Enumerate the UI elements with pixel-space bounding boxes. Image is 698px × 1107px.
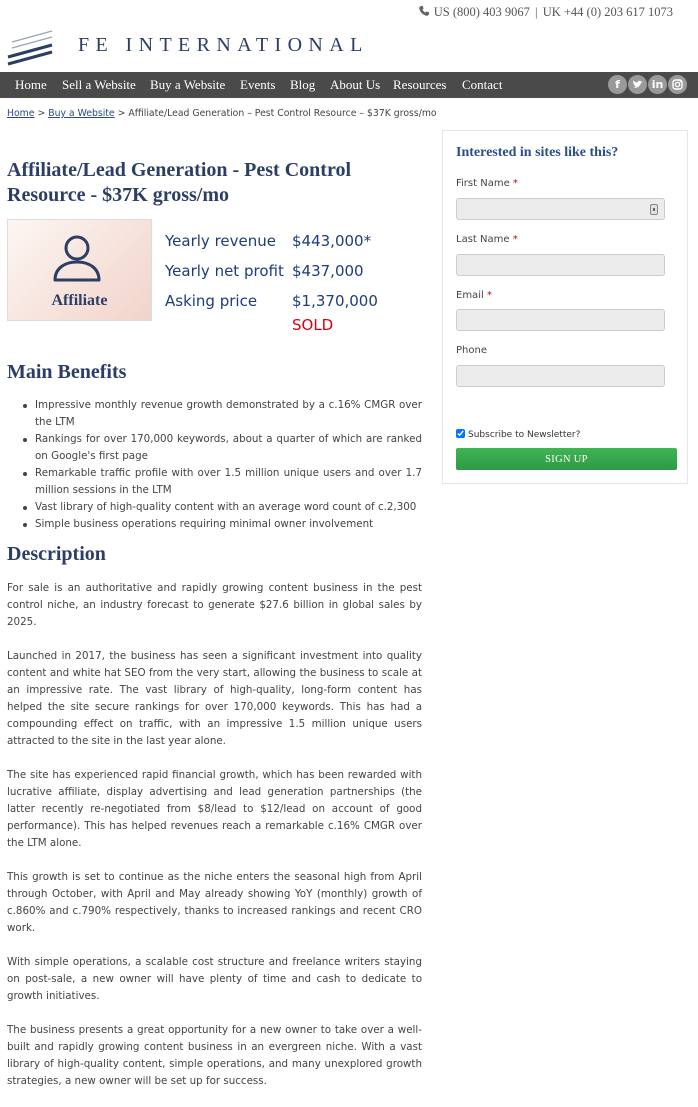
- description-paragraph: The site has experienced rapid financial growth, which has been rewarded with lucrative affiliate, display advertising and lead generation partnerships (the latter recently re-negotiated from $8/lead to $12/lead on account of good performance). This has helped revenues reach a remarkable c.16% CMGR over the LTM alone.: [7, 769, 422, 849]
- description-paragraph: For sale is an authoritative and rapidly growing content business in the pest control niche, an industry forecast to generate $27.6 billion in global sales by 2025.: [7, 582, 422, 628]
- stat-label-yearly-net-profit: Yearly net profit: [165, 262, 284, 280]
- last-name-label: Last Name *: [456, 234, 518, 245]
- twitter-icon[interactable]: [628, 75, 647, 94]
- description-paragraph: The business presents a great opportunity for a new owner to take over a well-built and rapidly growing content business in an evergreen niche. With a vast library of high-quality content, simple operations, and many unexplored growth strategies, a new owner will be set up for success.: [7, 1024, 422, 1087]
- nav-item-resources[interactable]: Resources: [393, 77, 447, 92]
- stat-label-yearly-revenue: Yearly revenue: [165, 232, 276, 250]
- breadcrumb-buy-link[interactable]: Buy a Website: [48, 108, 115, 119]
- autofill-key-icon[interactable]: [650, 204, 658, 215]
- phone-icon: [418, 5, 430, 17]
- phone-us[interactable]: US (800) 403 9067: [433, 5, 530, 19]
- required-mark: *: [512, 234, 518, 245]
- site-header: [0, 26, 698, 72]
- phone-field[interactable]: [456, 365, 665, 387]
- stat-value-yearly-revenue: $443,000*: [292, 232, 372, 250]
- person-icon: [51, 232, 103, 284]
- first-name-label: First Name *: [456, 178, 518, 189]
- benefit-item: Rankings for over 170,000 keywords, about a quarter of which are ranked on Google's first page: [21, 431, 422, 465]
- required-mark: *: [512, 178, 518, 189]
- description-paragraph: Launched in 2017, the business has seen a significant investment into quality content and white hat SEO from the very start, allowing the business to scale at an impressive rate. The vast library of high-quality, long-form content has helped the site secure rankings for over 170,000 keywords. This has had a compounding effect on traffic, with an impressive 1.5 million unique users attracted to the site in the last year alone.: [7, 650, 422, 747]
- sign-up-button[interactable]: SIGN UP: [456, 448, 677, 470]
- email-field[interactable]: [456, 309, 665, 331]
- stat-label-asking-price: Asking price: [165, 292, 258, 310]
- phone-label: Phone: [456, 345, 487, 356]
- benefit-item: Impressive monthly revenue growth demonstrated by a c.16% CMGR over the LTM: [21, 397, 422, 431]
- nav-item-about-us[interactable]: About Us: [330, 77, 381, 92]
- logo-text[interactable]: FE INTERNATIONAL: [78, 34, 369, 56]
- description-paragraph: With simple operations, a scalable cost structure and freelance writers staying on post-sale, a new owner will have plenty of time and cash to dedicate to growth initiatives.: [7, 956, 422, 1002]
- instagram-icon[interactable]: [668, 75, 687, 94]
- page-title: Affiliate/Lead Generation - Pest Control Resource - $37K gross/mo: [7, 159, 352, 206]
- nav-item-events[interactable]: Events: [240, 77, 276, 92]
- benefits-list: [21, 397, 422, 533]
- nav-item-blog[interactable]: Blog: [290, 77, 316, 92]
- form-title: Interested in sites like this?: [456, 145, 619, 160]
- interest-form: [442, 130, 688, 484]
- main-nav: [0, 72, 698, 98]
- breadcrumb-home-link[interactable]: Home: [7, 108, 35, 119]
- breadcrumb-current: Affiliate/Lead Generation – Pest Control Resource – $37K gross/mo: [128, 108, 437, 119]
- listing-thumbnail: [7, 219, 152, 321]
- phone-numbers: [418, 5, 673, 20]
- thumbnail-label: Affiliate: [51, 292, 108, 309]
- subscribe-option[interactable]: [456, 429, 580, 440]
- breadcrumb-separator: >: [117, 108, 126, 119]
- phone-uk[interactable]: UK +44 (0) 203 617 1073: [542, 5, 673, 19]
- breadcrumb-separator: >: [37, 108, 46, 119]
- subscribe-checkbox[interactable]: [456, 429, 465, 438]
- stat-value-yearly-net-profit: $437,000: [292, 262, 364, 280]
- benefits-heading: Main Benefits: [7, 361, 127, 383]
- last-name-field[interactable]: [456, 254, 665, 276]
- description-paragraph: This growth is set to continue as the niche enters the seasonal high from April through October, with April and May already showing YoY (monthly) growth of c.860% and c.790% respectively, thanks to increased rankings and recent CRO work.: [7, 871, 422, 934]
- nav-item-home[interactable]: Home: [15, 77, 47, 92]
- nav-item-buy-a-website[interactable]: Buy a Website: [150, 77, 226, 92]
- nav-item-sell-a-website[interactable]: Sell a Website: [62, 77, 136, 92]
- benefit-item: Simple business operations requiring minimal owner involvement: [21, 516, 422, 533]
- nav-item-contact[interactable]: Contact: [462, 77, 503, 92]
- sold-status: SOLD: [292, 316, 334, 334]
- contact-bar: [0, 0, 698, 26]
- description-heading: Description: [7, 543, 106, 565]
- benefit-item: Remarkable traffic profile with over 1.5 million unique users and over 1.7 million sessions in the LTM: [21, 465, 422, 499]
- linkedin-icon[interactable]: in: [648, 75, 667, 94]
- subscribe-label: Subscribe to Newsletter?: [468, 430, 581, 440]
- facebook-icon[interactable]: f: [608, 75, 627, 94]
- description-body: [7, 580, 422, 1107]
- stat-value-asking-price: $1,370,000: [292, 292, 378, 310]
- breadcrumb: [7, 108, 437, 119]
- required-mark: *: [486, 290, 492, 301]
- email-label: Email *: [456, 290, 492, 301]
- logo-mark-icon[interactable]: [6, 22, 56, 66]
- benefit-item: Vast library of high-quality content with an average word count of c.2,300: [21, 499, 422, 516]
- first-name-field[interactable]: [456, 198, 665, 220]
- phone-separator: |: [535, 5, 538, 19]
